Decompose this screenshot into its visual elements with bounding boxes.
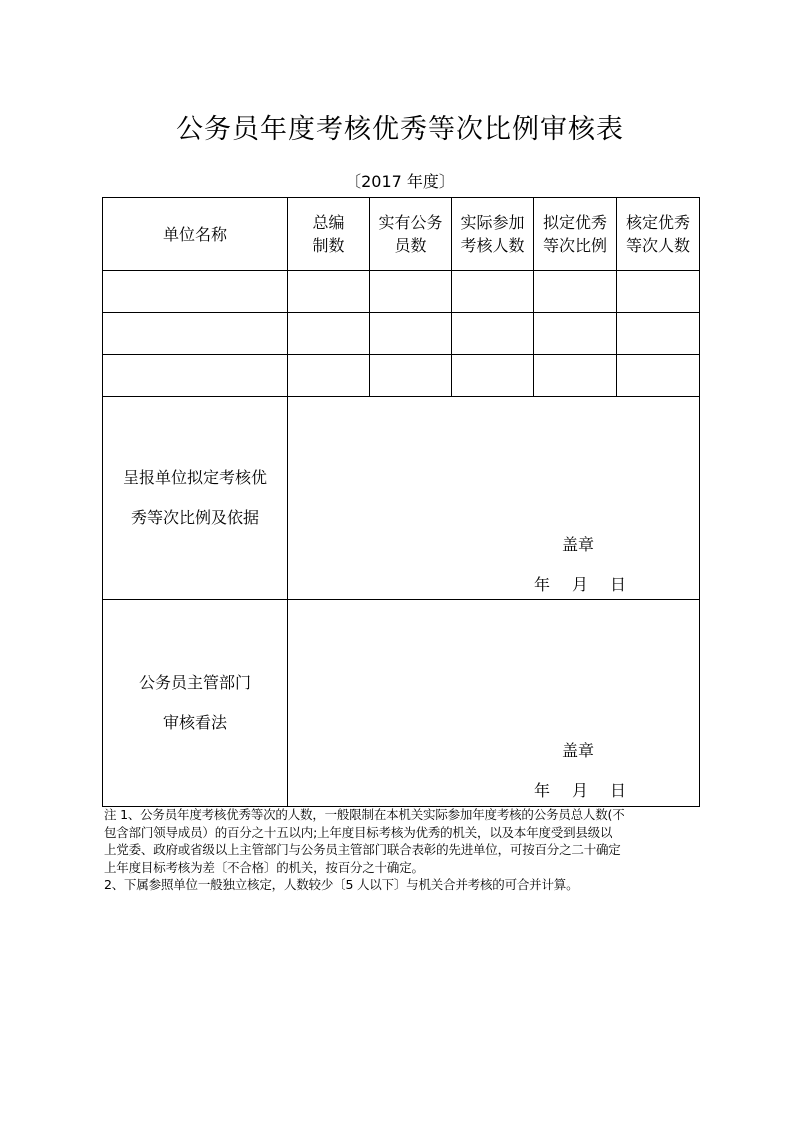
footnote-line: 2、下属参照单位一般独立核定，人数较少〔5 人以下〕与机关合并考核的可合并计算。 [104, 877, 579, 892]
cell-actual-staff[interactable] [370, 355, 452, 397]
header-total-quota-text: 总编制数 [312, 213, 345, 255]
date-year-label: 年 [534, 781, 551, 800]
cell-unit-name[interactable] [103, 355, 288, 397]
section-unit-proposal [103, 397, 700, 600]
cell-actual-staff[interactable] [370, 271, 452, 313]
section-authority-review-content[interactable] [288, 600, 700, 807]
cell-total-quota[interactable] [288, 313, 370, 355]
document-title: 公务员年度考核优秀等次比例审核表 [176, 114, 624, 145]
review-form-table [102, 197, 700, 807]
header-participants [452, 198, 534, 271]
section-unit-proposal-label-text [120, 458, 270, 538]
header-unit-name-text: 单位名称 [162, 224, 227, 244]
date-day-label: 日 [610, 781, 627, 800]
date-month-label: 月 [572, 781, 589, 800]
seal-label: 盖章 [562, 535, 595, 554]
table-row [103, 271, 700, 313]
cell-unit-name[interactable] [103, 313, 288, 355]
section-authority-review-label-line2: 审核看法 [162, 713, 227, 732]
date-line [534, 572, 648, 595]
header-total-quota [288, 198, 370, 271]
table-row [103, 355, 700, 397]
section-unit-proposal-content[interactable] [288, 397, 700, 600]
cell-total-quota[interactable] [288, 271, 370, 313]
section-authority-review [103, 600, 700, 807]
cell-approved-count[interactable] [617, 313, 700, 355]
section-authority-review-label-line1: 公务员主管部门 [138, 673, 251, 692]
footnotes [104, 806, 704, 894]
header-approved-count-text: 核定优秀等次人数 [626, 213, 691, 255]
document-year: 〔2017 年度〕 [345, 172, 455, 191]
section-authority-review-label-text [120, 663, 270, 743]
header-proposed-ratio [534, 198, 617, 271]
footnote-line: 包含部门领导成员）的百分之十五以内;上年度目标考核为优秀的机关，以及本年度受到县级以 [104, 824, 613, 840]
cell-proposed-ratio[interactable] [534, 313, 617, 355]
table-header-row [103, 198, 700, 271]
header-actual-staff-text: 实有公务员数 [378, 213, 443, 255]
footnote-line: 注 1、公务员年度考核优秀等次的人数，一般限制在本机关实际参加年度考核的公务员总人数(不 [104, 807, 625, 822]
cell-participants[interactable] [452, 271, 534, 313]
cell-approved-count[interactable] [617, 271, 700, 313]
date-month-label: 月 [572, 575, 589, 594]
header-unit-name [103, 198, 288, 271]
header-participants-text: 实际参加考核人数 [460, 213, 525, 255]
table-row [103, 313, 700, 355]
section-unit-proposal-label [103, 397, 288, 600]
cell-actual-staff[interactable] [370, 313, 452, 355]
cell-proposed-ratio[interactable] [534, 271, 617, 313]
header-approved-count [617, 198, 700, 271]
footnote-line: 上党委、政府或省级以上主管部门与公务员主管部门联合表彰的先进单位，可按百分之二十确定 [104, 842, 621, 857]
cell-participants[interactable] [452, 313, 534, 355]
header-actual-staff [370, 198, 452, 271]
cell-participants[interactable] [452, 355, 534, 397]
section-unit-proposal-label-line2: 秀等次比例及依据 [130, 508, 259, 527]
cell-total-quota[interactable] [288, 355, 370, 397]
cell-proposed-ratio[interactable] [534, 355, 617, 397]
header-proposed-ratio-text: 拟定优秀等次比例 [543, 213, 608, 255]
date-line [534, 778, 648, 801]
section-authority-review-label [103, 600, 288, 807]
seal-label: 盖章 [562, 741, 595, 760]
date-year-label: 年 [534, 575, 551, 594]
cell-unit-name[interactable] [103, 271, 288, 313]
date-day-label: 日 [610, 575, 627, 594]
cell-approved-count[interactable] [617, 355, 700, 397]
section-unit-proposal-label-line1: 呈报单位拟定考核优 [122, 468, 267, 487]
footnote-line: 上年度目标考核为差〔不合格〕的机关，按百分之十确定。 [104, 859, 424, 875]
